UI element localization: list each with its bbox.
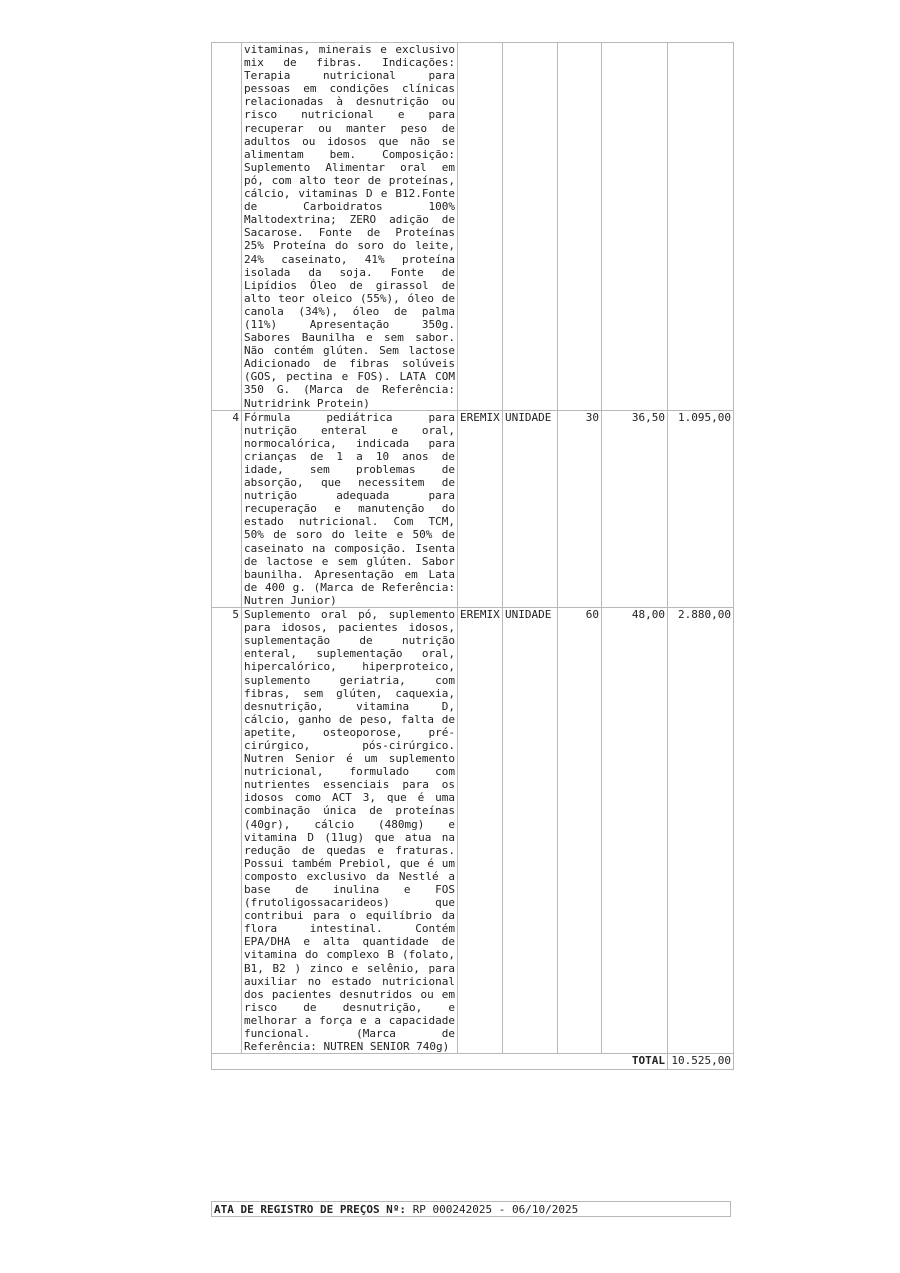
item-unit: UNIDADE	[503, 410, 558, 607]
item-quantity: 30	[558, 410, 602, 607]
item-unit	[503, 43, 558, 411]
item-number: 5	[212, 608, 242, 1054]
ata-value: RP 000242025 - 06/10/2025	[412, 1203, 579, 1216]
item-brand	[458, 43, 503, 411]
items-table	[211, 42, 734, 1070]
ata-label: ATA DE REGISTRO DE PREÇOS Nº:	[214, 1203, 407, 1216]
item-description: Fórmula pediátrica para nutrição enteral e oral, normocalórica, indicada para crianças de 1 a 10 anos de idade, sem problemas de absorção, que necessitem de nutrição adequada para recuperação e manutenção do estado nutricional. Com TCM, 50% de soro do leite e 50% de caseinato na composição. Isenta de lactose e sem glúten. Sabor baunilha. Apresentação em Lata de 400 g. (Marca de Referência: Nutren Junior)	[242, 410, 458, 607]
item-unit-price: 48,00	[602, 608, 668, 1054]
item-description: vitaminas, minerais e exclusivo mix de fibras. Indicações: Terapia nutricional para pessoas em condições clínicas relacionadas à desnutrição ou risco nutricional e para recuperar ou manter peso de adultos ou idosos que não se alimentam bem. Composição: Suplemento Alimentar oral em pó, com alto teor de proteínas, cálcio, vitaminas D e B12.Fonte de Carboidratos 100% Maltodextrina; ZERO adição de Sacarose. Fonte de Proteínas 25% Proteína do soro do leite, 24% caseinato, 41% proteína isolada da soja. Fonte de Lipídios Óleo de girassol de alto teor oleico (55%), óleo de canola (34%), óleo de palma (11%) Apresentação 350g. Sabores Baunilha e sem sabor. Não contém glúten. Sem lactose Adicionado de fibras solúveis (GOS, pectina e FOS). LATA COM 350 G. (Marca de Referência: Nutridrink Protein)	[242, 43, 458, 411]
table-row	[212, 43, 734, 411]
item-total	[668, 43, 734, 411]
total-value: 10.525,00	[668, 1054, 734, 1070]
item-brand: EREMIX	[458, 608, 503, 1054]
item-quantity: 60	[558, 608, 602, 1054]
total-label: TOTAL	[631, 1054, 665, 1068]
item-unit-price: 36,50	[602, 410, 668, 607]
item-unit: UNIDADE	[503, 608, 558, 1054]
item-total: 1.095,00	[668, 410, 734, 607]
item-description: Suplemento oral pó, suplemento para idosos, pacientes idosos, suplementação de nutrição enteral, suplementação oral, hipercalórico, hiperproteico, suplemento geriatria, com fibras, sem glúten, caquexia, desnutrição, vitamina D, cálcio, ganho de peso, falta de apetite, osteoporose, pré-cirúrgico, pós-cirúrgico. Nutren Senior é um suplemento nutricional, formulado com nutrientes essenciais para os idosos como ACT 3, que é uma combinação única de proteínas (40gr), cálcio (480mg) e vitamina D (11ug) que atua na redução de quedas e fraturas. Possui também Prebiol, que é um composto exclusivo da Nestlé a base de inulina e FOS (frutoligossacarideos) que contribui para o equilíbrio da flora intestinal. Contém EPA/DHA e alta quantidade de vitamina do complexo B (folato, B1, B2 ) zinco e selênio, para auxiliar no estado nutricional dos pacientes desnutridos ou em risco de desnutrição, e melhorar a força e a capacidade funcional. (Marca de Referência: NUTREN SENIOR 740g)	[242, 608, 458, 1054]
total-row	[212, 1054, 734, 1070]
item-brand: EREMIX	[458, 410, 503, 607]
item-total: 2.880,00	[668, 608, 734, 1054]
item-unit-price	[602, 43, 668, 411]
item-quantity	[558, 43, 602, 411]
item-number	[212, 43, 242, 411]
price-registration-record	[211, 1201, 731, 1217]
table-row	[212, 410, 734, 607]
item-number: 4	[212, 410, 242, 607]
table-row	[212, 608, 734, 1054]
